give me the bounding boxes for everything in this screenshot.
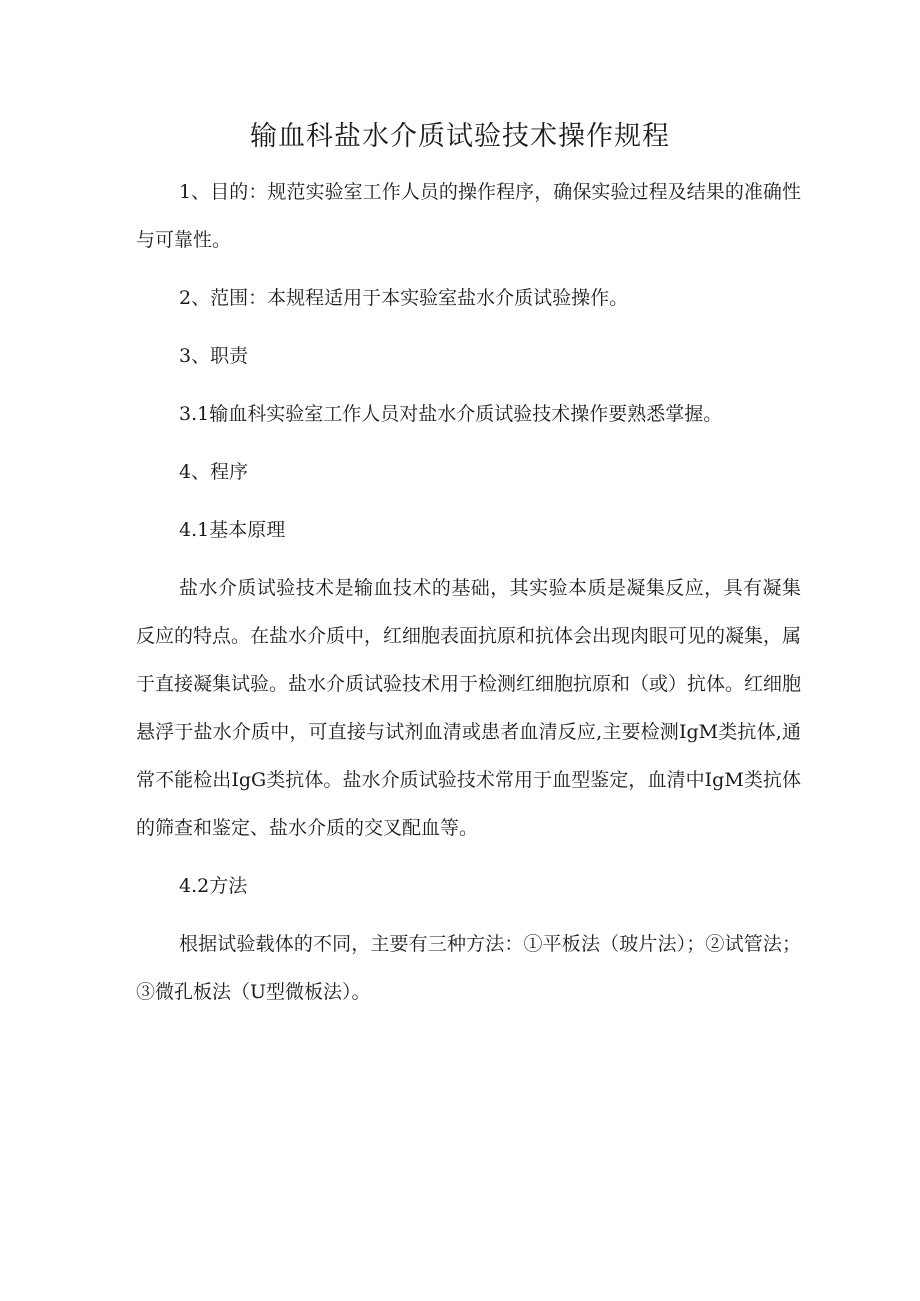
paragraph-methods: 根据试验载体的不同，主要有三种方法：①平板法（玻片法）；②试管法；③微孔板法（U型微板法）。 [136, 933, 801, 1003]
paragraph-responsibility-3-1: 3.1输血科实验室工作人员对盐水介质试验技术操作要熟悉掌握。 [179, 403, 723, 425]
heading-responsibility: 3、职责 [179, 345, 249, 367]
paragraph-basic-principle: 盐水介质试验技术是输血技术的基础，其实验本质是凝集反应，具有凝集反应的特点。在盐水介质中，红细胞表面抗原和抗体会出现肉眼可见的凝集，属于直接凝集试验。盐水介质试验技术用于检测红细胞抗原和（或）抗体。红细胞悬浮于盐水介质中，可直接与试剂血清或患者血清反应,主要检测IgM类抗体,通常不能检出IgG类抗体。盐水介质试验技术常用于血型鉴定，血清中IgM类抗体的筛查和鉴定、盐水介质的交叉配血等。 [136, 577, 802, 839]
heading-basic-principle: 4.1基本原理 [179, 519, 286, 541]
paragraph-scope: 2、范围：本规程适用于本实验室盐水介质试验操作。 [179, 287, 629, 309]
document-title: 输血科盐水介质试验技术操作规程 [250, 121, 670, 152]
heading-procedure: 4、程序 [179, 461, 249, 483]
paragraph-purpose: 1、目的：规范实验室工作人员的操作程序，确保实验过程及结果的准确性与可靠性。 [136, 181, 801, 251]
document-body [136, 168, 801, 1026]
heading-methods: 4.2方法 [179, 875, 248, 897]
